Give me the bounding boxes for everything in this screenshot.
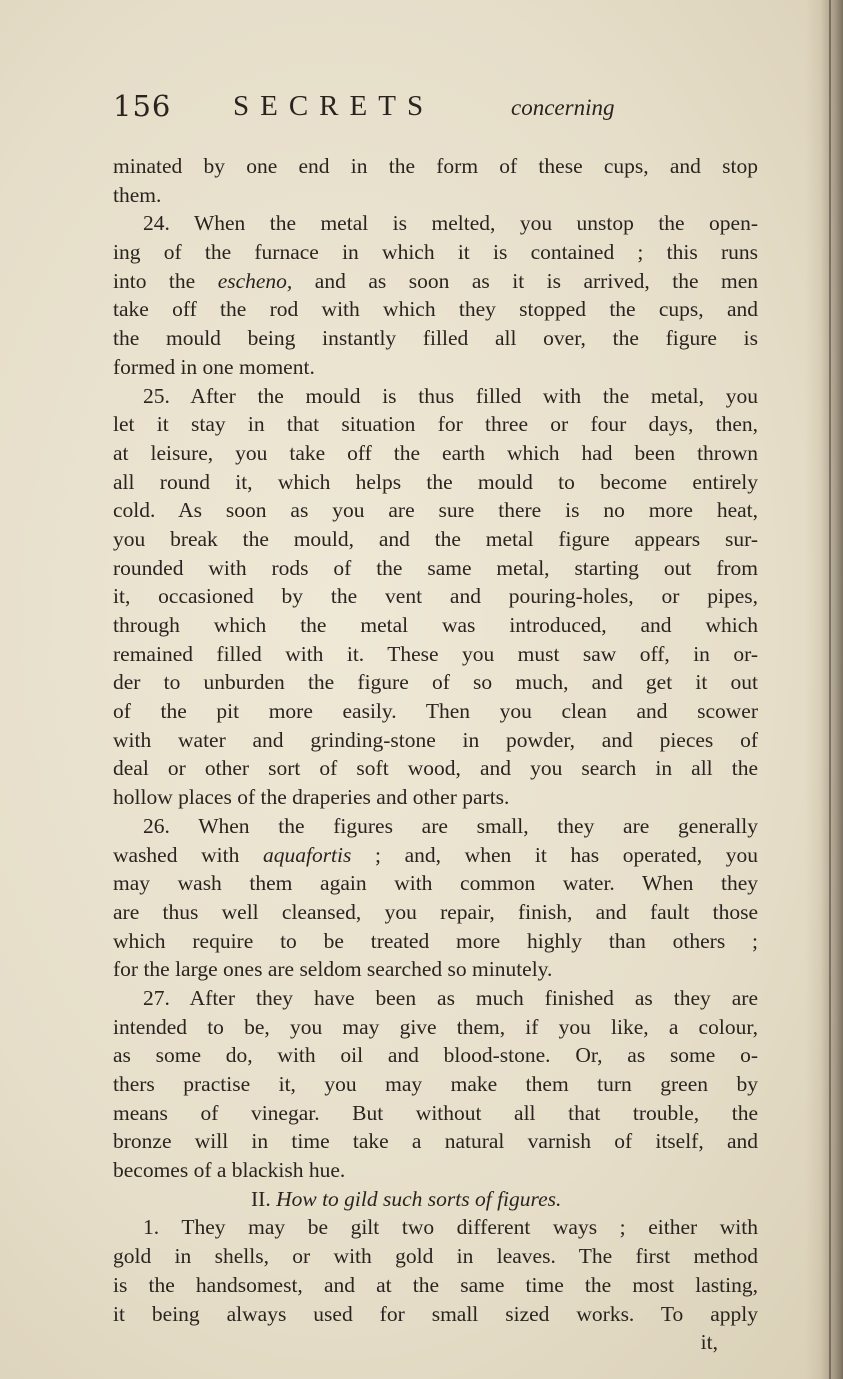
running-title: SECRETS bbox=[233, 90, 435, 122]
text-line: formed in one moment. bbox=[113, 354, 315, 379]
body-text bbox=[113, 152, 758, 1357]
text-line: rounded with rods of the same metal, starting out from bbox=[113, 555, 758, 580]
text-line: for the large ones are seldom searched so minutely. bbox=[113, 957, 553, 982]
text-line: hollow places of the draperies and other parts. bbox=[113, 785, 510, 810]
text-line: thers practise it, you may make them turn green by bbox=[113, 1072, 758, 1096]
italic-term: escheno, bbox=[217, 268, 293, 293]
text-line: at leisure, you take off the earth which had been thrown bbox=[113, 440, 758, 465]
text-line: may wash them again with common water. When they bbox=[113, 871, 758, 896]
text-line: which require to be treated more highly than others ; bbox=[113, 928, 758, 953]
text-line: means of vinegar. But without all that trouble, the bbox=[113, 1100, 758, 1125]
text-line: as some do, with oil and blood-stone. Or, as some o- bbox=[113, 1043, 758, 1068]
running-header bbox=[113, 88, 753, 128]
paragraph-26-line: 26. When the figures are small, they are generally bbox=[143, 813, 758, 838]
text-line: it, occasioned by the vent and pouring-holes, or pipes, bbox=[113, 584, 758, 609]
text-line: deal or other sort of soft wood, and you search in all the bbox=[113, 756, 758, 781]
text-line: them. bbox=[113, 182, 162, 207]
text-line: it being always used for small sized works. To apply bbox=[113, 1301, 758, 1326]
page-edge-line bbox=[829, 0, 831, 1379]
running-subtitle: concerning bbox=[511, 95, 615, 120]
text-line: becomes of a blackish hue. bbox=[113, 1158, 346, 1183]
section-2-paragraph-1-line: 1. They may be gilt two different ways ; either with bbox=[143, 1215, 758, 1240]
text-line: all round it, which helps the mould to become entirely bbox=[113, 469, 758, 494]
text-line: into the escheno, and as soon as it is arrived, the men bbox=[113, 268, 758, 293]
catchword: it, bbox=[700, 1330, 718, 1355]
text-line: minated by one end in the form of these cups, and stop bbox=[113, 154, 758, 178]
text-line: are thus well cleansed, you repair, finish, and fault those bbox=[113, 899, 758, 924]
text-line: cold. As soon as you are sure there is no more heat, bbox=[113, 498, 758, 523]
section-heading: II. How to gild such sorts of figures. bbox=[251, 1186, 562, 1211]
italic-term: aquafortis bbox=[262, 842, 352, 867]
text-line: washed with aquafortis ; and, when it has operated, you bbox=[113, 842, 759, 867]
section-heading-title: How to gild such sorts of figures. bbox=[276, 1186, 562, 1211]
text-line: with water and grinding-stone in powder, and pieces of bbox=[113, 727, 758, 752]
text-line: let it stay in that situation for three or four days, then, bbox=[113, 412, 758, 437]
text-line: der to unburden the figure of so much, and get it out bbox=[113, 670, 758, 695]
text-line: is the handsomest, and at the same time the most lasting, bbox=[113, 1272, 758, 1297]
paragraph-27-line: 27. After they have been as much finished as they are bbox=[143, 985, 758, 1010]
text-line: ing of the furnace in which it is contained ; this runs bbox=[113, 240, 758, 265]
text-line: gold in shells, or with gold in leaves. The first method bbox=[113, 1244, 758, 1269]
text-line: of the pit more easily. Then you clean and scower bbox=[113, 699, 758, 724]
page-edge-shadow bbox=[805, 0, 843, 1379]
text-line: intended to be, you may give them, if you like, a colour, bbox=[113, 1014, 758, 1039]
text-line: take off the rod with which they stopped the cups, and bbox=[113, 297, 758, 322]
text-line: the mould being instantly filled all over, the figure is bbox=[113, 326, 758, 351]
paragraph-25-line: 25. After the mould is thus filled with the metal, you bbox=[143, 383, 758, 408]
text-line: you break the mould, and the metal figure appears sur- bbox=[113, 526, 758, 551]
text-line: remained filled with it. These you must saw off, in or- bbox=[113, 641, 758, 666]
page-number: 156 bbox=[113, 89, 172, 123]
text-line: bronze will in time take a natural varnish of itself, and bbox=[113, 1129, 758, 1154]
text-line: through which the metal was introduced, and which bbox=[113, 613, 758, 637]
paragraph-24-line: 24. When the metal is melted, you unstop the open- bbox=[143, 211, 758, 236]
